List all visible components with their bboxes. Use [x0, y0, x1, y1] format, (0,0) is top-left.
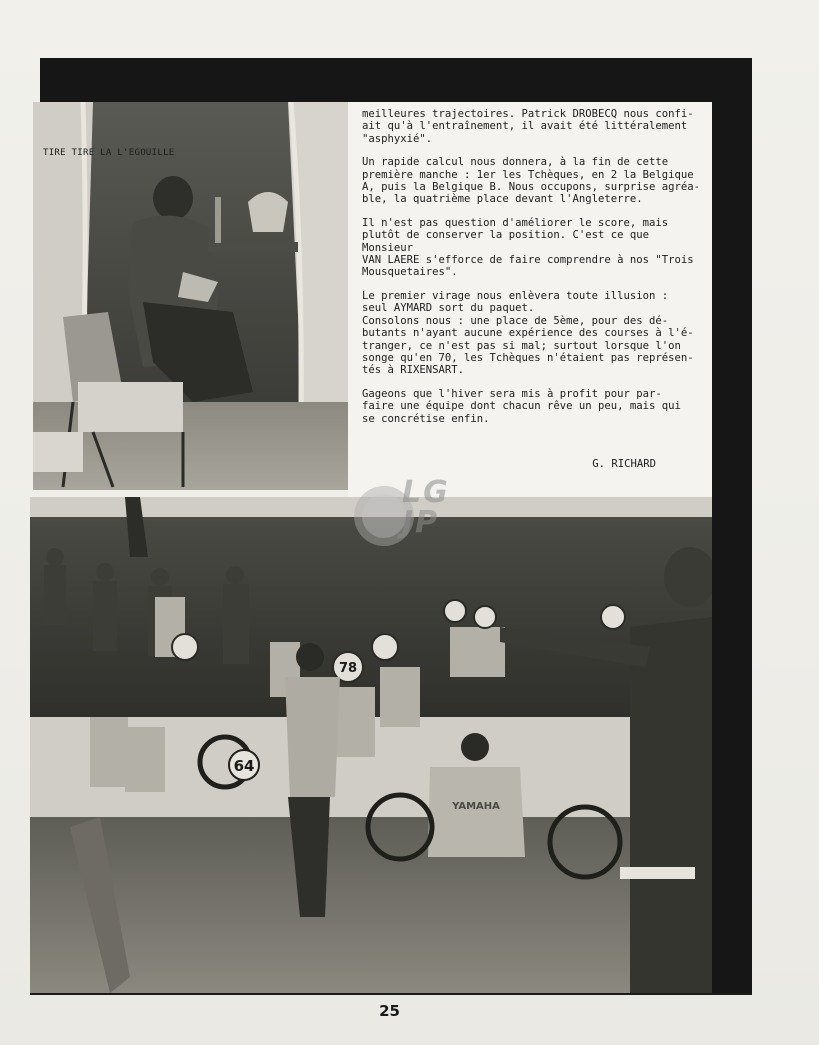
frame-bottom-line [30, 993, 752, 995]
watermark-line-1: LG [402, 475, 450, 510]
tent-photo-image [33, 102, 348, 490]
article-text-panel [348, 102, 712, 497]
article-paragraph-6: Gageons que l'hiver sera mis à profit pour par- faire une équipe dont chacun rêve un peu, mais qui se concrétise enfin. [362, 387, 681, 425]
number-plate-78: 78 [338, 661, 358, 676]
crowd-photo-image [30, 497, 712, 993]
article-body [362, 108, 706, 436]
number-plate-64: 64 [233, 757, 255, 775]
article-paragraph-2: Un rapide calcul nous donnera, à la fin de cette première manche : 1er les Tchèques, en 2 la Belgique A, puis la Belgique B. Nous occupons, surprise agréa- ble, la quatrième place devant l'Angleterre. [362, 156, 701, 206]
page-number: 25 [379, 1002, 400, 1020]
article-signature: G. RICHARD [592, 458, 656, 470]
watermark-line-2: JP [402, 505, 440, 540]
tent-photo [33, 102, 348, 490]
watermark-text [402, 475, 450, 540]
motocross-crowd-photo [30, 497, 712, 993]
article-paragraph-3: Il n'est pas question d'améliorer le score, mais plutôt de conserver la position. C'est ce que Monsieur VAN LAERE s'efforce de faire comprendre à nos "Trois Mousquetaires". [362, 216, 694, 279]
article-paragraph-4: Le premier virage nous enlèvera toute illusion : seul AYMARD sort du paquet. [362, 289, 669, 315]
article-paragraph-5: Consolons nous : une place de 5ème, pour des dé- butants n'ayant aucune expérience des courses à l'é- tranger, ce n'est pas si mal; surtout lorsque l'on songe qu'en 70, les Tchèques n'étaient pas représen- tés à RIXENSART. [362, 314, 694, 377]
yamaha-jacket-text: YAMAHA [452, 801, 500, 812]
tent-photo-caption: TIRE TIRE LA L'EGOUILLE [43, 148, 175, 158]
frame-top-bar [40, 58, 752, 102]
frame-right-bar [712, 58, 752, 995]
article-paragraph-1: meilleures trajectoires. Patrick DROBECQ nous confi- ait qu'à l'entraînement, il avait été littéralement "asphyxié". [362, 108, 694, 145]
